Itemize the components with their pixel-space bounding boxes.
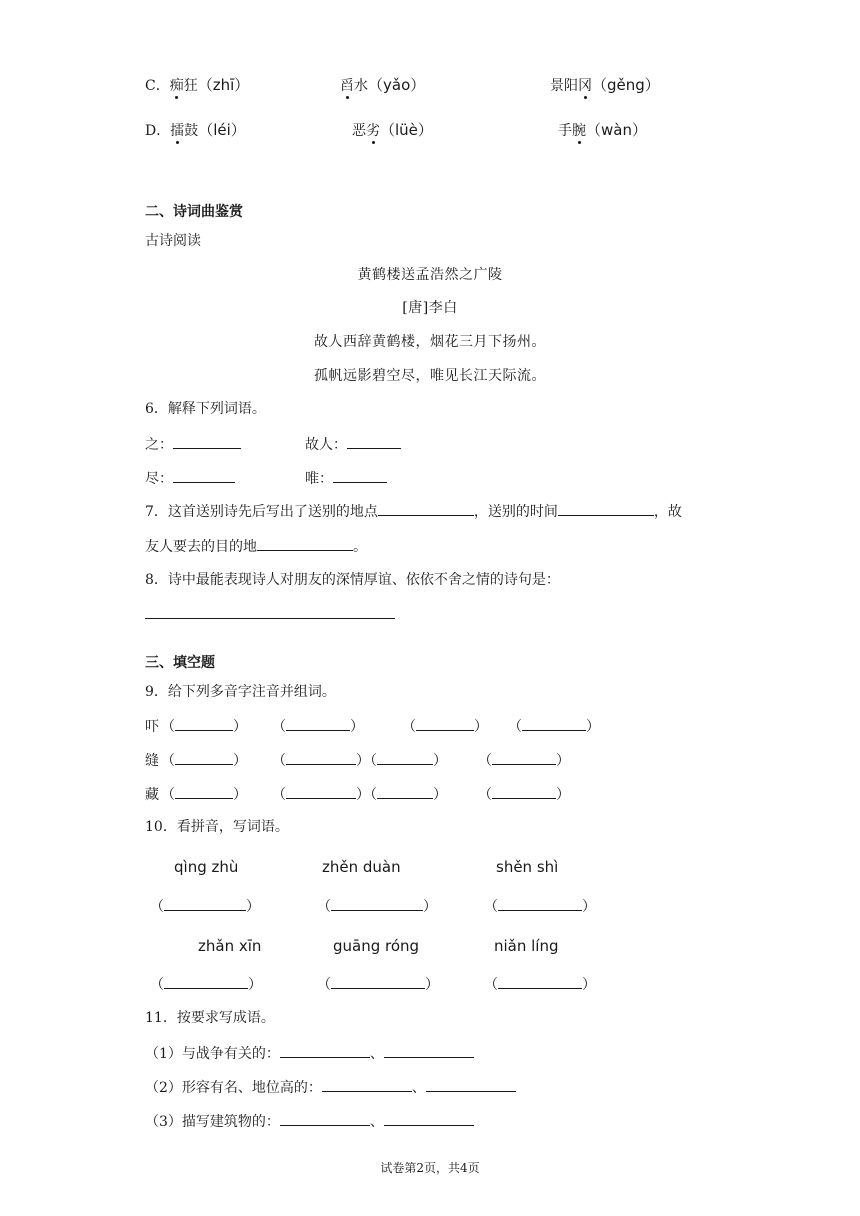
- answer-blank[interactable]: [331, 974, 425, 989]
- poem-title: 黄鹤楼送孟浩然之广陵: [357, 267, 503, 283]
- q10-blank-5: （ ）: [317, 974, 439, 995]
- option-c-word-3: 景阳冈（gěng）: [550, 76, 660, 94]
- answer-blank[interactable]: [492, 784, 556, 799]
- answer-blank[interactable]: [498, 896, 582, 911]
- answer-blank[interactable]: [384, 1111, 474, 1126]
- q9-row-cang-2: （ ）（ ）: [272, 784, 447, 805]
- pinyin-nianling: niǎn líng: [494, 937, 559, 955]
- answer-blank[interactable]: [175, 750, 233, 765]
- answer-blank[interactable]: [331, 896, 423, 911]
- answer-blank[interactable]: [333, 468, 387, 483]
- answer-blank[interactable]: [280, 1111, 370, 1126]
- q9-row-feng-2: （ ）（ ）: [272, 750, 447, 771]
- q10-blank-1: （ ）: [150, 896, 260, 917]
- answer-blank[interactable]: [257, 536, 353, 551]
- q10-blank-3: （ ）: [484, 896, 596, 917]
- q9-row-xia-3: （ ）: [402, 716, 488, 737]
- option-label: C．: [145, 78, 170, 94]
- q6-item-zhi: 之：: [145, 434, 241, 455]
- question-6-prompt: 6．解释下列词语。: [145, 401, 266, 417]
- option-c-word-2: 舀水（yǎo）: [340, 76, 426, 94]
- q6-item-jin: 尽：: [145, 468, 235, 489]
- question-8-prompt: 8．诗中最能表现诗人对朋友的深情厚谊、依依不舍之情的诗句是：: [145, 572, 560, 588]
- answer-blank[interactable]: [173, 434, 241, 449]
- answer-blank[interactable]: [416, 716, 474, 731]
- answer-blank[interactable]: [173, 468, 235, 483]
- q11-item-2: （2）形容有名、地位高的： 、: [145, 1077, 516, 1098]
- pinyin-qingzhu: qìng zhù: [174, 858, 239, 876]
- question-10-prompt: 10．看拼音，写词语。: [145, 819, 289, 835]
- q11-item-1: （1）与战争有关的： 、: [145, 1043, 474, 1064]
- answer-blank[interactable]: [145, 604, 395, 619]
- option-d-word-3: 手腕（wàn）: [558, 121, 647, 139]
- answer-blank[interactable]: [286, 716, 350, 731]
- q9-row-feng-4: （ ）: [478, 750, 570, 771]
- answer-blank[interactable]: [558, 501, 654, 516]
- q10-blank-4: （ ）: [150, 974, 262, 995]
- answer-blank[interactable]: [522, 716, 586, 731]
- answer-blank[interactable]: [378, 501, 474, 516]
- answer-blank[interactable]: [426, 1077, 516, 1092]
- answer-blank[interactable]: [280, 1043, 370, 1058]
- answer-blank[interactable]: [164, 974, 248, 989]
- poem-line-1: 故人西辞黄鹤楼，烟花三月下扬州。: [314, 334, 546, 350]
- section-heading-3: 三、填空题: [145, 655, 215, 671]
- poem-line-2: 孤帆远影碧空尽，唯见长江天际流。: [314, 368, 546, 384]
- answer-blank[interactable]: [175, 784, 233, 799]
- pinyin-zhenduan: zhěn duàn: [322, 858, 401, 876]
- q8-answer-line[interactable]: [145, 604, 395, 625]
- q9-row-xia-4: （ ）: [508, 716, 600, 737]
- answer-blank[interactable]: [377, 750, 433, 765]
- q10-blank-6: （ ）: [484, 974, 596, 995]
- page-footer: 试卷第2页，共4页: [380, 1161, 480, 1175]
- question-7-line-1: 7．这首送别诗先后写出了送别的地点 ，送别的时间 ，故: [145, 501, 682, 522]
- q11-item-3: （3）描写建筑物的： 、: [145, 1111, 474, 1132]
- question-11-prompt: 11．按要求写成语。: [145, 1010, 275, 1026]
- q6-item-wei: 唯：: [305, 468, 387, 489]
- answer-blank[interactable]: [286, 784, 356, 799]
- option-label: D．: [145, 123, 171, 139]
- question-9-prompt: 9．给下列多音字注音并组词。: [145, 684, 336, 700]
- answer-blank[interactable]: [384, 1043, 474, 1058]
- question-7-line-2: 友人要去的目的地 。: [145, 536, 367, 557]
- section-heading-2: 二、诗词曲鉴赏: [145, 204, 243, 220]
- q10-blank-2: （ ）: [317, 896, 437, 917]
- option-word: 痴狂: [169, 78, 198, 94]
- answer-blank[interactable]: [175, 716, 233, 731]
- q9-row-xia-2: （ ）: [272, 716, 364, 737]
- answer-blank[interactable]: [492, 750, 556, 765]
- option-c: [145, 75, 249, 96]
- option-d-word-2: 恶劣（lüè）: [352, 121, 433, 139]
- q9-row-cang: 藏 （ ）: [145, 784, 247, 805]
- section-subheading: 古诗阅读: [145, 233, 201, 249]
- q6-item-guren: 故人：: [305, 434, 401, 455]
- pinyin: （zhī）: [197, 76, 250, 94]
- option-d: D．擂鼓（léi）: [145, 121, 246, 139]
- pinyin-zhanxin: zhǎn xīn: [198, 937, 262, 955]
- q9-row-xia: 吓 （ ）: [145, 716, 247, 737]
- q9-row-feng: 缝 （ ）: [145, 750, 247, 771]
- q9-row-cang-4: （ ）: [478, 784, 570, 805]
- answer-blank[interactable]: [286, 750, 356, 765]
- pinyin-guangrong: guāng róng: [333, 937, 420, 955]
- answer-blank[interactable]: [377, 784, 433, 799]
- poem-author: [唐]李白: [402, 300, 458, 316]
- answer-blank[interactable]: [164, 896, 246, 911]
- pinyin-shenshi: shěn shì: [496, 858, 559, 876]
- answer-blank[interactable]: [498, 974, 582, 989]
- answer-blank[interactable]: [322, 1077, 412, 1092]
- answer-blank[interactable]: [347, 434, 401, 449]
